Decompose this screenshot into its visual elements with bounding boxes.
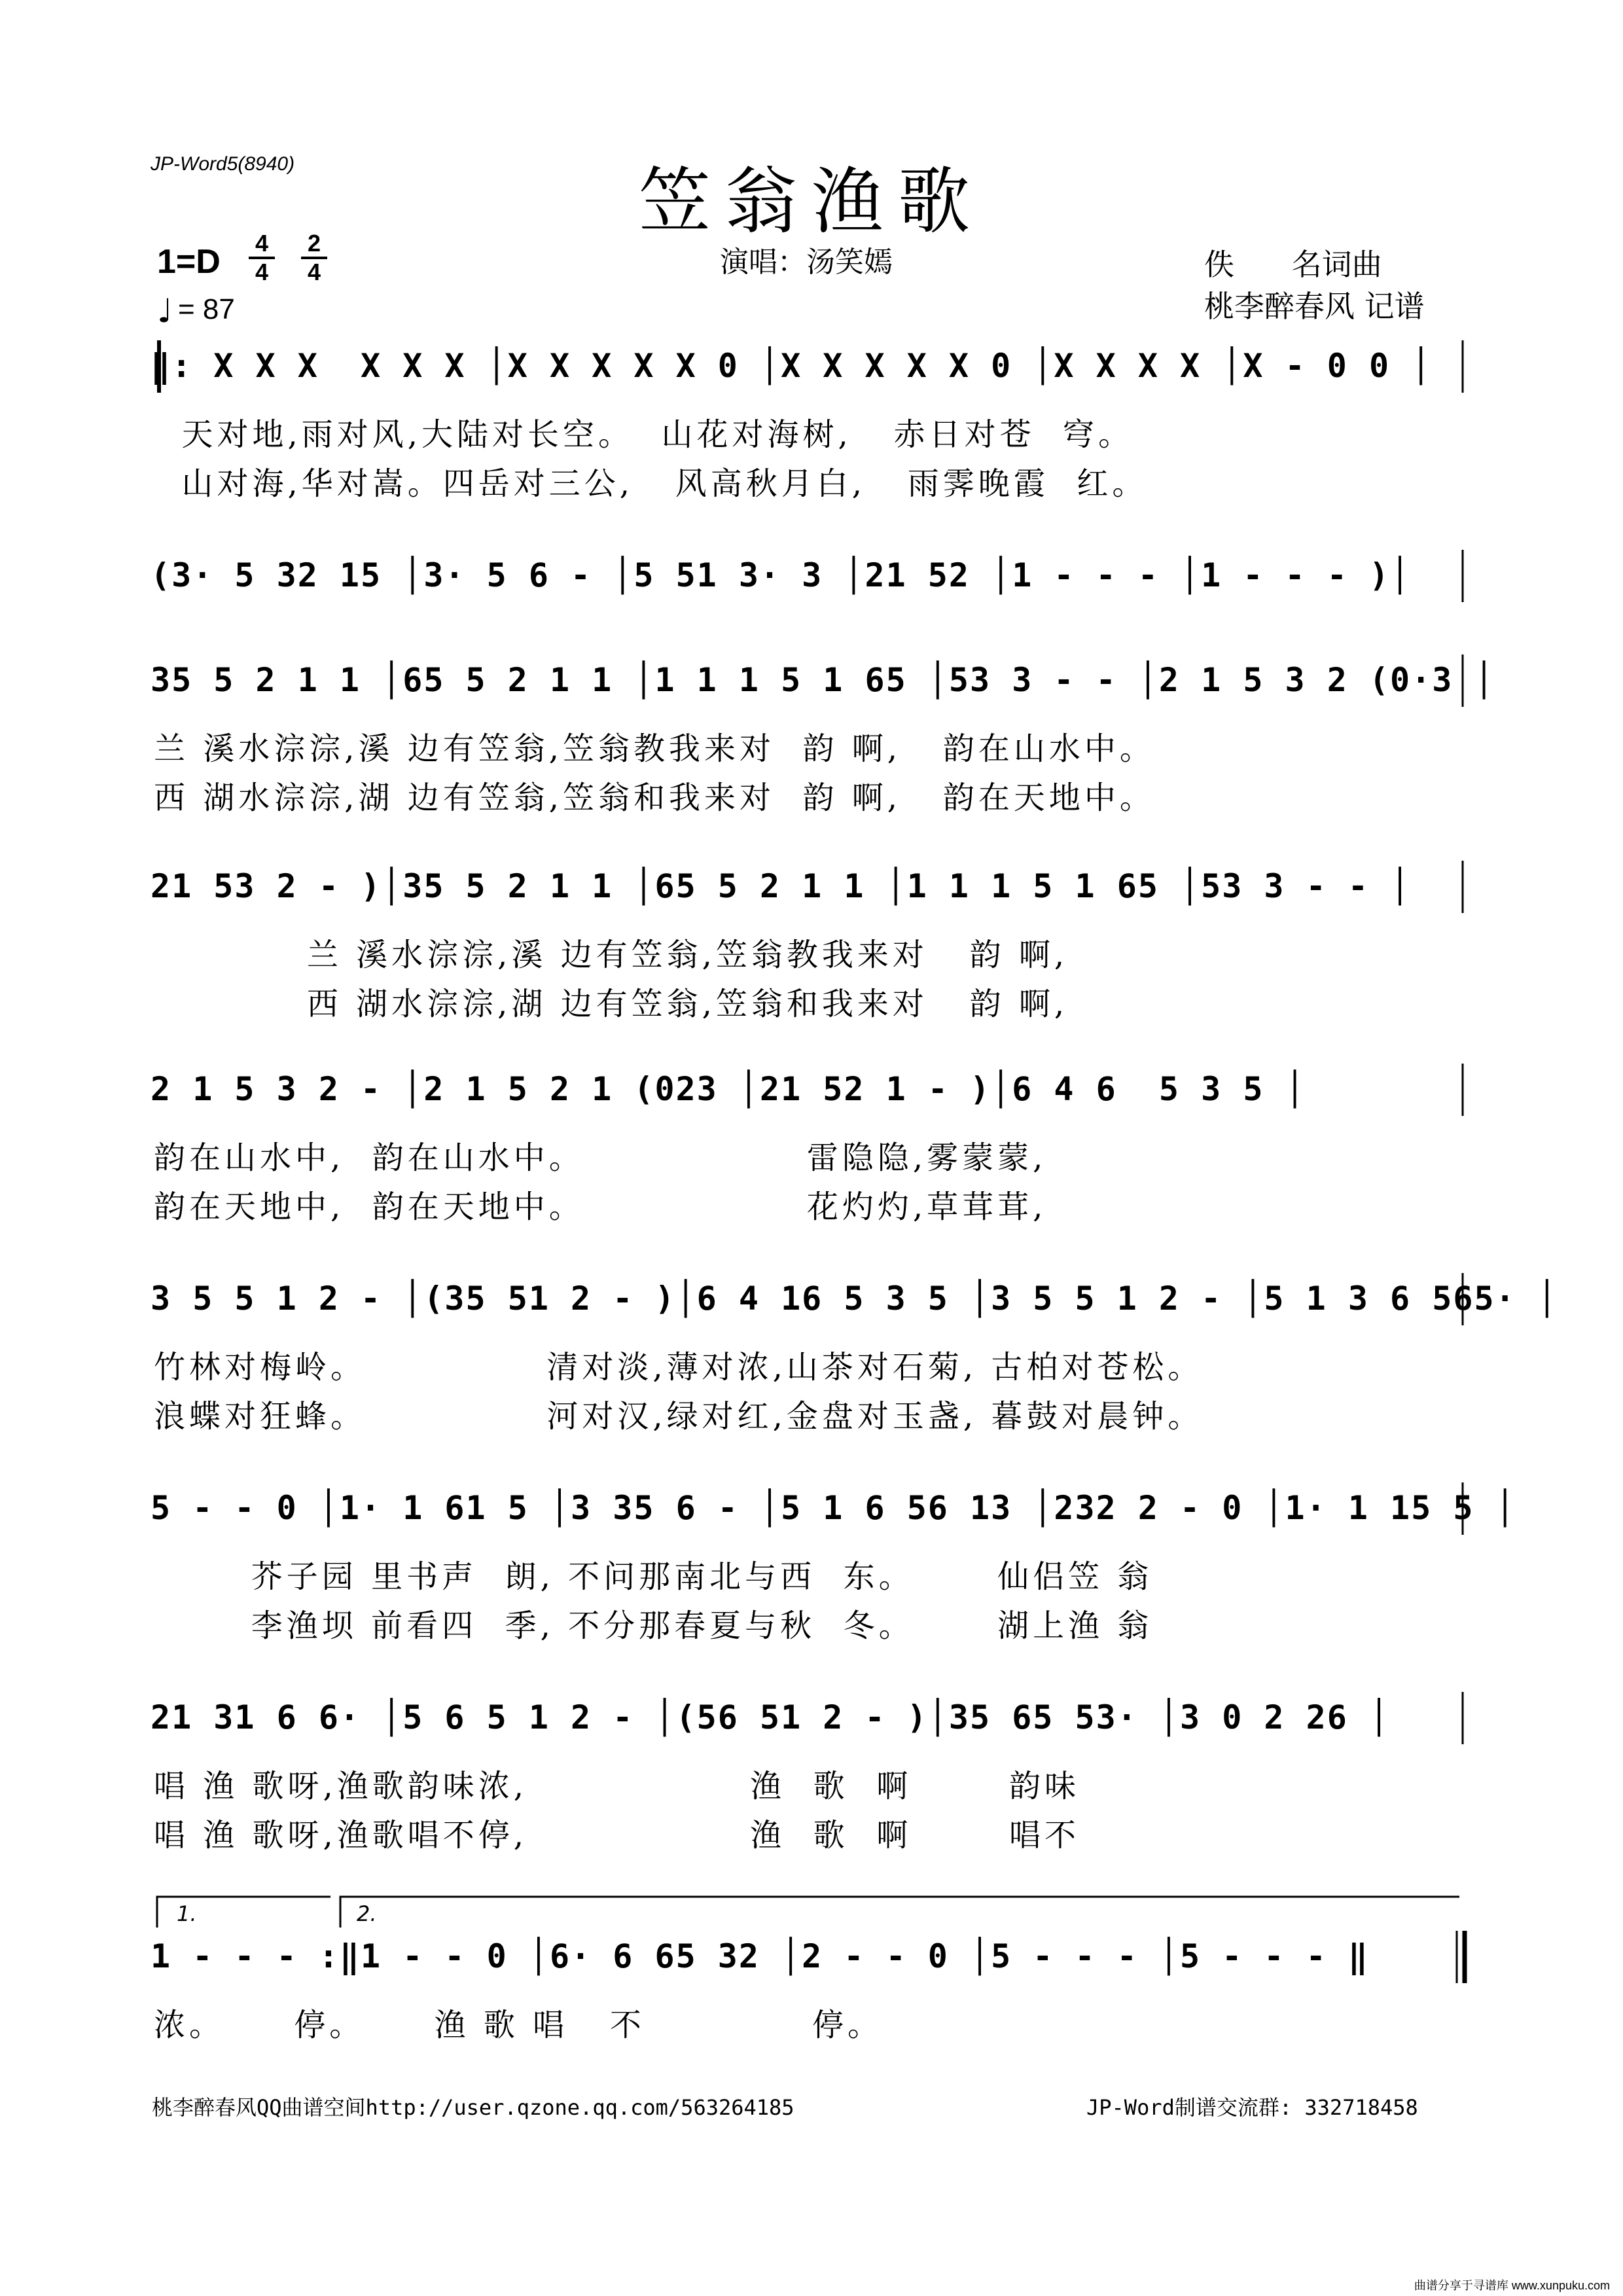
lyric-line-4-verse-2: 西 湖水淙淙,湖 边有笠翁,笠翁和我来对 韵 啊, bbox=[154, 986, 1069, 1022]
staff-line-7: 5 - - 0 │1· 1 61 5 │3 35 6 - │5 1 6 56 13 │232 2 - 0 │1· 1 15 5 │ bbox=[151, 1489, 1516, 1527]
lyric-line-4-verse-1: 兰 溪水淙淙,溪 边有笠翁,笠翁教我来对 韵 啊, bbox=[154, 937, 1069, 973]
singer-credit: 演唱：汤笑嫣 bbox=[720, 245, 893, 279]
staff-line-6: 3 5 5 1 2 - │(35 51 2 - )│6 4 16 5 3 5 │3 5 5 1 2 - │5 1 3 6 565· │ bbox=[151, 1280, 1558, 1318]
lyric-line-7-verse-1: 芥子园 里书声 朗, 不问那南北与西 东。 仙侣笠 翁 bbox=[154, 1558, 1153, 1595]
footer-left: 桃李醉春风QQ曲谱空间http://user.qzone.qq.com/563264185 bbox=[152, 2095, 794, 2120]
lyric-line-5-verse-2: 韵在天地中, 韵在天地中。 花灼灼,草茸茸, bbox=[154, 1189, 1047, 1225]
time-signature-1: $\frac{4}{4}$ bbox=[249, 230, 275, 285]
time-signature-2: $\frac{2}{4}$ bbox=[301, 230, 327, 285]
lyric-line-8-verse-2: 唱 渔 歌呀,渔歌唱不停, 渔 歌 啊 唱不 bbox=[154, 1817, 1080, 1854]
staff-line-9: 1 - - - :‖1 - - 0 │6· 6 65 32 │2 - - 0 │5 - - - │5 - - - ‖ bbox=[151, 1937, 1369, 1975]
staff-line-1: ‖: X X X X X X │X X X X X 0 │X X X X X 0 │X X X X │X - 0 0 │ bbox=[151, 347, 1433, 385]
staff-line-2: (3· 5 32 15 │3· 5 6 - │5 51 3· 3 │21 52 │1 - - - │1 - - - )│ bbox=[151, 556, 1412, 594]
tempo-marking: = 87 bbox=[178, 293, 235, 325]
staff-line-8: 21 31 6 6· │5 6 5 1 2 - │(56 51 2 - )│35 65 53· │3 0 2 26 │ bbox=[151, 1698, 1391, 1736]
page-title: 笠翁渔歌 bbox=[639, 160, 984, 243]
volta-1-label: 1. bbox=[177, 1901, 197, 1926]
footer-right: JP-Word制谱交流群: 332718458 bbox=[1086, 2095, 1418, 2120]
lyric-line-5-verse-1: 韵在山水中, 韵在山水中。 雷隐隐,雾蒙蒙, bbox=[154, 1139, 1047, 1176]
staff-line-5: 2 1 5 3 2 - │2 1 5 2 1 (023 │21 52 1 - )│6 4 6 5 3 5 │ bbox=[151, 1070, 1306, 1108]
lyric-line-8-verse-1: 唱 渔 歌呀,渔歌韵味浓, 渔 歌 啊 韵味 bbox=[154, 1768, 1080, 1804]
volta-2-label: 2. bbox=[357, 1901, 377, 1926]
staff-line-4: 21 53 2 - )│35 5 2 1 1 │65 5 2 1 1 │1 1 1 5 1 65 │53 3 - - │ bbox=[151, 867, 1412, 905]
lyric-line-1-verse-1: 天对地,雨对风,大陆对长空。 山花对海树, 赤日对苍 穹。 bbox=[154, 416, 1134, 453]
key-signature: 1=D bbox=[157, 243, 221, 281]
lyric-line-7-verse-2: 李渔坝 前看四 季, 不分那春夏与秋 冬。 湖上渔 翁 bbox=[154, 1607, 1153, 1644]
software-version: JP-Word5(8940) bbox=[151, 153, 295, 175]
watermark: 曲谱分享于寻谱库 www.xunpuku.com bbox=[1414, 2279, 1610, 2292]
lyricist-composer: 佚 名词曲 bbox=[1204, 247, 1382, 282]
transcriber: 桃李醉春风 记谱 bbox=[1204, 289, 1425, 324]
lyric-line-6-verse-1: 竹林对梅岭。 清对淡,薄对浓,山茶对石菊, 古柏对苍松。 bbox=[154, 1349, 1204, 1386]
quarter-note-icon: ♩ bbox=[157, 292, 173, 330]
lyric-line-6-verse-2: 浪蝶对狂蜂。 河对汉,绿对红,金盘对玉盏, 暮鼓对晨钟。 bbox=[154, 1398, 1204, 1435]
lyric-line-3-verse-1: 兰 溪水淙淙,溪 边有笠翁,笠翁教我来对 韵 啊, 韵在山水中。 bbox=[154, 730, 1155, 767]
lyric-line-3-verse-2: 西 湖水淙淙,湖 边有笠翁,笠翁和我来对 韵 啊, 韵在天地中。 bbox=[154, 780, 1155, 816]
staff-line-3: 35 5 2 1 1 │65 5 2 1 1 │1 1 1 5 1 65 │53 3 - - │2 1 5 3 2 (0·3 │ bbox=[151, 661, 1495, 699]
lyric-line-9: 浓。 停。 渔 歌 唱 不 停。 bbox=[154, 2007, 883, 2043]
lyric-line-1-verse-2: 山对海,华对嵩。四岳对三公, 风高秋月白, 雨霁晚霞 红。 bbox=[154, 465, 1148, 502]
